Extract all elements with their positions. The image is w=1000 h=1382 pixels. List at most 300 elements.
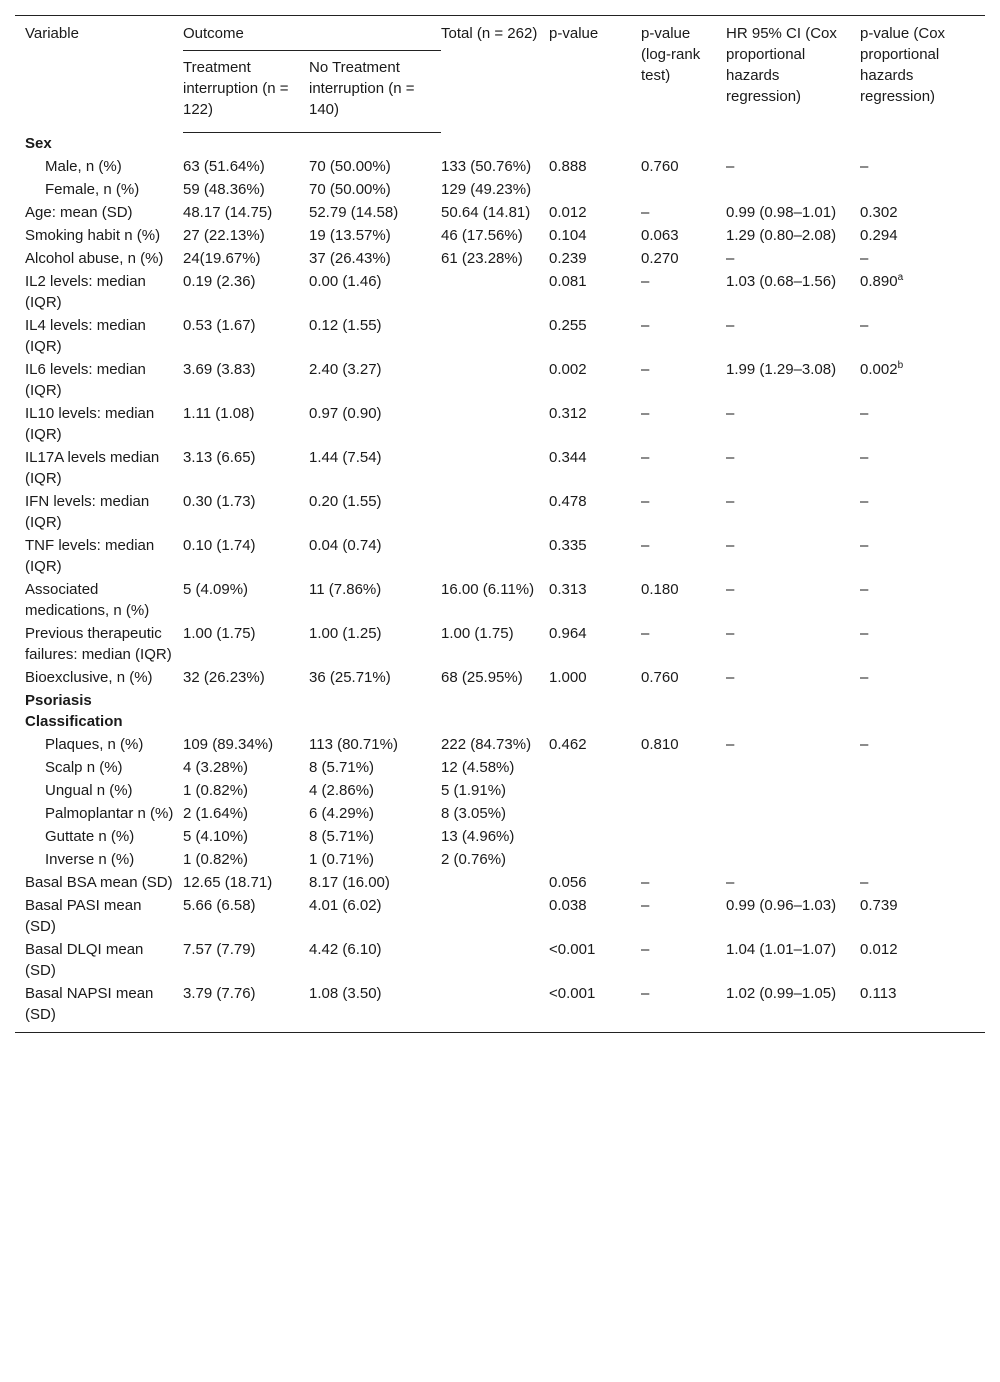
p-value-cox-cell [860,579,985,623]
p-value-cox-cell [860,826,985,849]
no-treatment-interruption-cell [309,315,441,359]
variable-cell [15,780,183,803]
p-value-logrank-cell [641,803,726,826]
cell-text: – [860,492,869,510]
hr-ci-cell [726,225,860,248]
p-value-cell [549,803,641,826]
cell-text: Female, n (%) [45,180,140,198]
cell-text: 0.462 [549,735,587,753]
cell-text: 8 (5.71%) [309,827,375,845]
header-p-value-cox: p-value (Cox proportional hazards regression) [860,25,946,105]
cell-text: – [860,448,869,466]
cell-text: 4 (2.86%) [309,781,375,799]
p-value-logrank-cell [641,315,726,359]
cell-text: 0.53 (1.67) [183,316,256,334]
p-value-cell [549,179,641,202]
cell-text: 0.302 [860,203,898,221]
cell-text: 0.30 (1.73) [183,492,256,510]
cell-text: 1.00 (1.75) [183,624,256,642]
table-row [15,179,985,202]
total-cell [441,271,549,315]
cell-text: Bioexclusive, n (%) [25,668,153,686]
treatment-interruption-cell [183,359,309,403]
cell-text: 5 (4.09%) [183,580,249,598]
cell-text: 63 (51.64%) [183,157,265,175]
hr-ci-cell [726,667,860,690]
cell-text: 11 (7.86%) [309,580,382,598]
p-value-cox-cell [860,895,985,939]
table-row [15,623,985,667]
header-total: Total (n = 262) [441,25,538,42]
footnote-marker: b [897,359,904,371]
cell-text: 0.739 [860,896,898,914]
cell-text: 5.66 (6.58) [183,896,256,914]
table-row [15,780,985,803]
cell-text: 16.00 (6.11%) [441,580,535,598]
cell-text: 0.012 [860,940,898,958]
p-value-cox-cell [860,491,985,535]
total-cell [441,983,549,1033]
cell-text: – [860,624,869,642]
p-value-logrank-cell [641,983,726,1033]
table-row [15,895,985,939]
section-label: Sex [25,134,52,152]
cell-text: 0.335 [549,536,587,554]
cell-text: 0.255 [549,316,587,334]
cell-text: 2 (0.76%) [441,850,507,868]
p-value-cox-cell [860,734,985,757]
p-value-cell [549,491,641,535]
results-table [15,15,985,1033]
cell-text: Ungual n (%) [45,781,133,799]
cell-text: 37 (26.43%) [309,249,391,267]
hr-ci-cell [726,623,860,667]
cell-text: 32 (26.23%) [183,668,265,686]
treatment-interruption-cell [183,491,309,535]
table-row [15,667,985,690]
p-value-cell [549,271,641,315]
cell-text: – [860,249,869,267]
empty-cell [641,690,726,734]
cell-text: 46 (17.56%) [441,226,523,244]
treatment-interruption-cell [183,895,309,939]
no-treatment-interruption-cell [309,983,441,1033]
cell-text: 1.08 (3.50) [309,984,382,1002]
cell-text: – [726,249,735,267]
total-cell [441,535,549,579]
variable-cell [15,579,183,623]
hr-ci-cell [726,535,860,579]
cell-text: – [860,404,869,422]
no-treatment-interruption-cell [309,202,441,225]
cell-text: Previous therapeutic failures: median (IQR) [25,624,172,663]
p-value-logrank-cell [641,734,726,757]
table-row [15,248,985,271]
no-treatment-interruption-cell [309,179,441,202]
p-value-cox-cell [860,983,985,1033]
cell-text: 0.890 [860,272,898,290]
p-value-cox-cell [860,535,985,579]
total-cell [441,826,549,849]
cell-text: Basal NAPSI mean (SD) [25,984,154,1023]
cell-text: 0.002 [860,360,898,378]
treatment-interruption-cell [183,667,309,690]
cell-text: 0.002 [549,360,587,378]
no-treatment-interruption-cell [309,734,441,757]
cell-text: Alcohol abuse, n (%) [25,249,164,267]
cell-text: – [641,404,650,422]
cell-text: 1 (0.71%) [309,850,375,868]
variable-cell [15,734,183,757]
cell-text: 2.40 (3.27) [309,360,382,378]
no-treatment-interruption-cell [309,872,441,895]
hr-ci-cell [726,248,860,271]
p-value-cell [549,403,641,447]
p-value-cell [549,734,641,757]
no-treatment-interruption-cell [309,271,441,315]
treatment-interruption-cell [183,315,309,359]
no-treatment-interruption-cell [309,757,441,780]
total-cell [441,780,549,803]
table-row [15,826,985,849]
cell-text: IL10 levels: median (IQR) [25,404,155,443]
p-value-cox-cell [860,248,985,271]
cell-text: 1 (0.82%) [183,781,249,799]
cell-text: 0.294 [860,226,898,244]
cell-text: 0.810 [641,735,679,753]
p-value-cell [549,895,641,939]
total-cell [441,667,549,690]
cell-text: 1.03 (0.68–1.56) [726,272,837,290]
treatment-interruption-cell [183,156,309,179]
p-value-logrank-cell [641,757,726,780]
total-cell [441,179,549,202]
hr-ci-cell [726,447,860,491]
cell-text: – [641,624,650,642]
p-value-logrank-cell [641,895,726,939]
empty-cell [441,690,549,734]
total-cell [441,734,549,757]
treatment-interruption-cell [183,403,309,447]
empty-cell [183,690,309,734]
p-value-logrank-cell [641,359,726,403]
cell-text: 109 (89.34%) [183,735,274,753]
p-value-cell [549,849,641,872]
treatment-interruption-cell [183,202,309,225]
cell-text: Guttate n (%) [45,827,135,845]
variable-cell [15,447,183,491]
header-no-treatment-interruption: No Treatment interruption (n = 140) [309,51,441,133]
cell-text: IFN levels: median (IQR) [25,492,150,531]
header-outcome: Outcome [183,16,441,51]
treatment-interruption-cell [183,248,309,271]
p-value-cox-cell [860,202,985,225]
cell-text: 0.038 [549,896,587,914]
hr-ci-cell [726,359,860,403]
p-value-cell [549,579,641,623]
cell-text: – [641,448,650,466]
no-treatment-interruption-cell [309,803,441,826]
variable-cell [15,359,183,403]
cell-text: 4.42 (6.10) [309,940,382,958]
empty-cell [309,133,441,156]
total-cell [441,315,549,359]
cell-text: – [726,668,735,686]
p-value-cox-cell [860,780,985,803]
cell-text: 68 (25.95%) [441,668,523,686]
p-value-logrank-cell [641,447,726,491]
cell-text: Plaques, n (%) [45,735,144,753]
cell-text: 0.478 [549,492,587,510]
no-treatment-interruption-cell [309,156,441,179]
variable-cell [15,225,183,248]
treatment-interruption-cell [183,579,309,623]
table-row [15,872,985,895]
table-row [15,939,985,983]
p-value-logrank-cell [641,826,726,849]
hr-ci-cell [726,872,860,895]
cell-text: 0.99 (0.96–1.03) [726,896,837,914]
p-value-logrank-cell [641,179,726,202]
total-cell [441,623,549,667]
cell-text: 0.99 (0.98–1.01) [726,203,837,221]
cell-text: 3.79 (7.76) [183,984,256,1002]
cell-text: – [641,492,650,510]
table-row [15,225,985,248]
cell-text: Smoking habit n (%) [25,226,161,244]
variable-cell [15,315,183,359]
cell-text: Palmoplantar n (%) [45,804,174,822]
cell-text: IL2 levels: median (IQR) [25,272,146,311]
no-treatment-interruption-cell [309,780,441,803]
cell-text: IL6 levels: median (IQR) [25,360,146,399]
cell-text: 0.104 [549,226,587,244]
p-value-logrank-cell [641,939,726,983]
table-row [15,849,985,872]
cell-text: 0.056 [549,873,587,891]
p-value-logrank-cell [641,491,726,535]
cell-text: 24(19.67%) [183,249,261,267]
hr-ci-cell [726,939,860,983]
variable-cell [15,156,183,179]
cell-text: 1.99 (1.29–3.08) [726,360,837,378]
treatment-interruption-cell [183,826,309,849]
cell-text: 113 (80.71%) [309,735,398,753]
p-value-cox-cell [860,667,985,690]
total-cell [441,359,549,403]
table-row [15,983,985,1033]
cell-text: 0.00 (1.46) [309,272,382,290]
cell-text: 133 (50.76%) [441,157,532,175]
empty-cell [641,133,726,156]
cell-text: 0.19 (2.36) [183,272,256,290]
p-value-logrank-cell [641,780,726,803]
cell-text: 7.57 (7.79) [183,940,256,958]
variable-cell [15,983,183,1033]
cell-text: 50.64 (14.81) [441,203,531,221]
table-header [15,16,985,133]
treatment-interruption-cell [183,983,309,1033]
variable-cell [15,849,183,872]
cell-text: – [726,624,735,642]
p-value-logrank-cell [641,156,726,179]
hr-ci-cell [726,895,860,939]
total-cell [441,156,549,179]
total-cell [441,248,549,271]
cell-text: Associated medications, n (%) [25,580,150,619]
table-row [15,202,985,225]
variable-cell [15,202,183,225]
cell-text: 1 (0.82%) [183,850,249,868]
no-treatment-interruption-cell [309,939,441,983]
empty-cell [441,133,549,156]
cell-text: Basal DLQI mean (SD) [25,940,144,979]
cell-text: 12.65 (18.71) [183,873,273,891]
p-value-cox-cell [860,403,985,447]
cell-text: – [860,668,869,686]
variable-cell [15,623,183,667]
empty-cell [183,133,309,156]
p-value-cell [549,983,641,1033]
hr-ci-cell [726,202,860,225]
header-p-value: p-value [549,25,599,42]
cell-text: 0.04 (0.74) [309,536,382,554]
empty-cell [860,690,985,734]
variable-cell [15,667,183,690]
cell-text: – [726,404,735,422]
no-treatment-interruption-cell [309,623,441,667]
cell-text: 59 (48.36%) [183,180,265,198]
p-value-cell [549,872,641,895]
treatment-interruption-cell [183,872,309,895]
p-value-cell [549,315,641,359]
p-value-cell [549,225,641,248]
cell-text: – [641,203,650,221]
cell-text: 222 (84.73%) [441,735,532,753]
p-value-cox-cell [860,359,985,403]
p-value-cox-cell [860,803,985,826]
no-treatment-interruption-cell [309,535,441,579]
cell-text: – [641,316,650,334]
cell-text: 1.00 (1.25) [309,624,382,642]
total-cell [441,803,549,826]
cell-text: – [726,536,735,554]
cell-text: – [641,896,650,914]
cell-text: 2 (1.64%) [183,804,249,822]
treatment-interruption-cell [183,757,309,780]
cell-text: 8 (5.71%) [309,758,375,776]
p-value-logrank-cell [641,623,726,667]
cell-text: Age: mean (SD) [25,203,133,221]
cell-text: 4.01 (6.02) [309,896,382,914]
cell-text: 0.312 [549,404,587,422]
cell-text: 70 (50.00%) [309,157,391,175]
section-label: Psoriasis Classification [25,691,123,730]
cell-text: – [860,157,869,175]
section-row [15,690,985,734]
cell-text: – [726,316,735,334]
table-body [15,133,985,1033]
p-value-cell [549,248,641,271]
table-row [15,271,985,315]
cell-text: – [641,873,650,891]
empty-cell [549,133,641,156]
cell-text: – [726,157,735,175]
treatment-interruption-cell [183,734,309,757]
p-value-logrank-cell [641,403,726,447]
hr-ci-cell [726,579,860,623]
p-value-cox-cell [860,757,985,780]
no-treatment-interruption-cell [309,849,441,872]
cell-text: 1.11 (1.08) [183,404,255,422]
cell-text: – [726,873,735,891]
hr-ci-cell [726,734,860,757]
p-value-cox-cell [860,179,985,202]
table-row [15,447,985,491]
empty-cell [549,690,641,734]
cell-text: 61 (23.28%) [441,249,523,267]
cell-text: – [860,580,869,598]
cell-text: – [641,272,650,290]
table-row [15,359,985,403]
section-row [15,133,985,156]
hr-ci-cell [726,156,860,179]
cell-text: Basal PASI mean (SD) [25,896,142,935]
cell-text: 1.44 (7.54) [309,448,382,466]
cell-text: Male, n (%) [45,157,122,175]
cell-text: 0.344 [549,448,587,466]
hr-ci-cell [726,826,860,849]
cell-text: Scalp n (%) [45,758,123,776]
treatment-interruption-cell [183,780,309,803]
no-treatment-interruption-cell [309,826,441,849]
variable-cell [15,248,183,271]
p-value-cell [549,757,641,780]
p-value-cox-cell [860,939,985,983]
cell-text: 1.02 (0.99–1.05) [726,984,837,1002]
p-value-cox-cell [860,849,985,872]
total-cell [441,872,549,895]
variable-cell [15,826,183,849]
p-value-logrank-cell [641,849,726,872]
cell-text: 3.13 (6.65) [183,448,256,466]
p-value-cox-cell [860,225,985,248]
variable-cell [15,491,183,535]
treatment-interruption-cell [183,447,309,491]
cell-text: 3.69 (3.83) [183,360,256,378]
cell-text: 0.239 [549,249,587,267]
table-row [15,757,985,780]
cell-text: 12 (4.58%) [441,758,515,776]
cell-text: 0.888 [549,157,587,175]
table-row [15,535,985,579]
treatment-interruption-cell [183,849,309,872]
p-value-cox-cell [860,315,985,359]
p-value-logrank-cell [641,667,726,690]
p-value-cox-cell [860,872,985,895]
p-value-cell [549,780,641,803]
no-treatment-interruption-cell [309,491,441,535]
cell-text: 1.000 [549,668,587,686]
total-cell [441,447,549,491]
cell-text: – [641,536,650,554]
cell-text: 0.12 (1.55) [309,316,382,334]
cell-text: 0.270 [641,249,679,267]
hr-ci-cell [726,271,860,315]
p-value-cell [549,447,641,491]
p-value-cell [549,667,641,690]
cell-text: 8.17 (16.00) [309,873,390,891]
